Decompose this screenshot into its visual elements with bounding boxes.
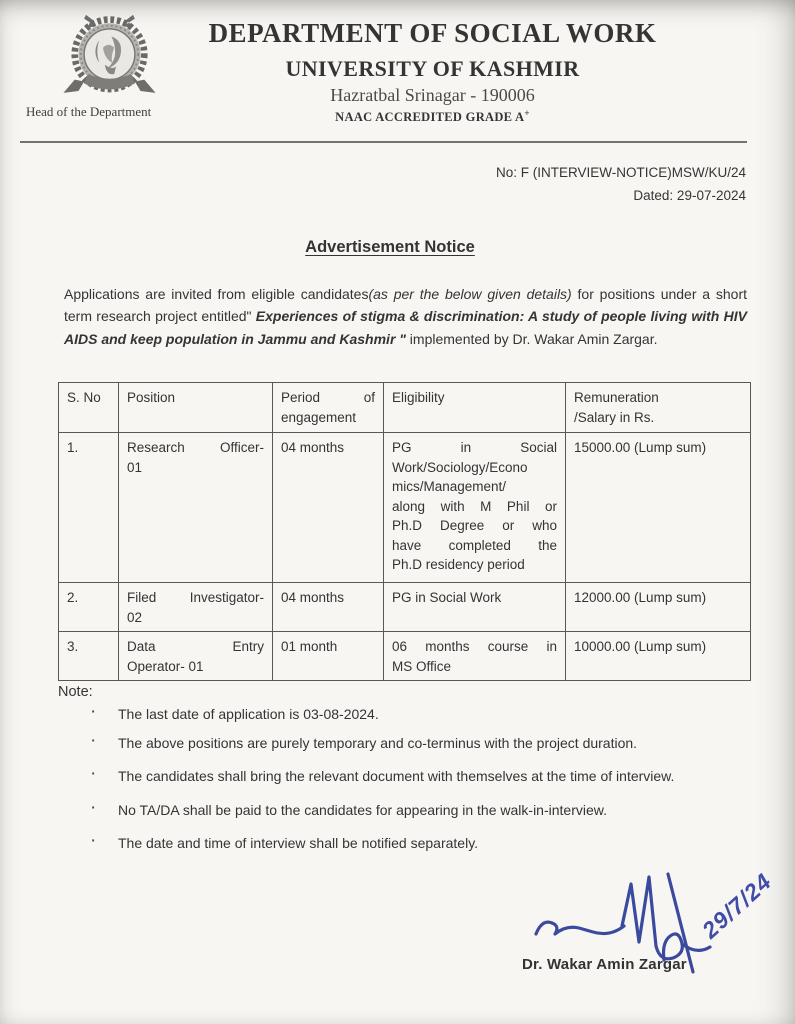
university-title: UNIVERSITY OF KASHMIR <box>285 56 580 81</box>
note-item <box>88 701 708 726</box>
col-header-period <box>273 383 384 433</box>
signatory-name: Dr. Wakar Amin Zargar <box>522 956 687 973</box>
cell-line: /Salary in Rs. <box>574 409 655 425</box>
intro-seg2-italic: (as per the below given details) <box>368 286 572 302</box>
note-item <box>88 830 708 855</box>
cell-period: 04 months <box>273 433 384 583</box>
cell-eligibility <box>384 583 566 632</box>
cell-line: 02 <box>127 609 143 625</box>
cell-eligibility <box>384 433 566 583</box>
note-text: The above positions are purely temporary and co-terminus with the project duration. <box>118 734 638 751</box>
table-row <box>59 433 751 583</box>
reference-date: Dated: 29-07-2024 <box>633 188 746 203</box>
cell-sno: 1. <box>59 433 119 583</box>
col-header-sno: S. No <box>59 383 119 433</box>
cell-position <box>119 433 273 583</box>
cell-position <box>119 583 273 632</box>
col-header-position: Position <box>119 383 273 433</box>
table-row <box>59 583 751 632</box>
letterhead <box>145 18 720 125</box>
cell-sno: 3. <box>59 632 119 681</box>
bullet-icon: · <box>90 701 97 722</box>
cell-line: Research Officer- <box>127 440 264 455</box>
cell-line: Period of <box>281 390 375 405</box>
note-item <box>88 729 708 755</box>
intro-seg3: for positions under a short term research project entitled" <box>64 286 747 325</box>
note-item <box>88 796 708 822</box>
cell-period: 01 month <box>273 632 384 681</box>
note-text: The last date of application is 03-08-2024. <box>118 706 379 722</box>
cell-salary: 12000.00 (Lump sum) <box>566 583 751 632</box>
cell-line: along with M Phil or <box>392 498 557 514</box>
note-item <box>88 763 708 788</box>
university-address: Hazratbal Srinagar - 190006 <box>330 85 535 105</box>
accreditation-text: NAAC ACCREDITED GRADE A <box>335 110 525 125</box>
positions-table <box>58 382 751 681</box>
cell-line: engagement <box>281 409 357 425</box>
handwritten-date: 29/7/24 <box>697 867 777 944</box>
bullet-icon: · <box>90 763 97 784</box>
cell-line: 06 months course in <box>392 639 557 654</box>
cell-line: Work/Sociology/Econo <box>392 459 528 475</box>
note-text: No TA/DA shall be paid to the candidates for appearing in the walk-in-interview. <box>118 801 607 818</box>
cell-sno: 2. <box>59 583 119 632</box>
table-row <box>59 632 751 681</box>
col-header-salary <box>566 383 751 433</box>
cell-period: 04 months <box>273 583 384 632</box>
intro-seg1: Applications are invited from eligible candidates <box>64 286 369 302</box>
reference-number: No: F (INTERVIEW-NOTICE)MSW/KU/24 <box>495 165 746 180</box>
cell-line: Data Entry <box>127 639 264 654</box>
cell-line: Filed Investigator- <box>127 590 264 605</box>
accreditation-grade-plus: + <box>524 108 530 118</box>
bullet-icon: · <box>90 830 97 851</box>
cell-position <box>119 632 273 681</box>
department-title: DEPARTMENT OF SOCIAL WORK <box>208 18 657 48</box>
cell-line: Ph.D Degree or who <box>392 518 557 533</box>
cell-salary: 15000.00 (Lump sum) <box>566 433 751 583</box>
note-text: The candidates shall bring the relevant document with themselves at the time of interview. <box>118 768 675 784</box>
note-heading: Note: <box>58 684 93 700</box>
cell-eligibility <box>384 632 566 681</box>
cell-line: PG in Social <box>392 440 557 455</box>
note-list <box>88 701 733 862</box>
logo-caption: Head of the Department <box>26 104 152 119</box>
cell-line: have completed the <box>392 537 557 553</box>
notice-title: Advertisement Notice <box>305 238 475 256</box>
accreditation-line <box>145 108 720 125</box>
cell-line: 01 <box>127 459 143 475</box>
intro-seg5: implemented by Dr. Wakar Amin Zargar. <box>405 330 658 347</box>
col-header-eligibility: Eligibility <box>384 383 566 433</box>
cell-line: MS Office <box>392 658 452 674</box>
table-header-row <box>59 383 751 433</box>
reference-block <box>496 161 746 207</box>
cell-line: Remuneration <box>574 390 659 405</box>
header-divider <box>20 141 747 143</box>
cell-line: PG in Social Work <box>392 590 502 605</box>
cell-line: Operator- 01 <box>127 658 204 674</box>
intro-paragraph <box>64 283 747 350</box>
project-title-bold-italic: Experiences of stigma & discrimination: A study of people living with HIV AIDS and keep population in Jammu and Kashmir " <box>64 308 747 347</box>
cell-salary: 10000.00 (Lump sum) <box>566 632 751 681</box>
cell-line: mics/Management/ <box>392 479 507 494</box>
note-text: The date and time of interview shall be notified separately. <box>118 835 479 851</box>
cell-line: Ph.D residency period <box>392 557 525 572</box>
bullet-icon: · <box>90 729 97 751</box>
bullet-icon: · <box>90 796 97 818</box>
